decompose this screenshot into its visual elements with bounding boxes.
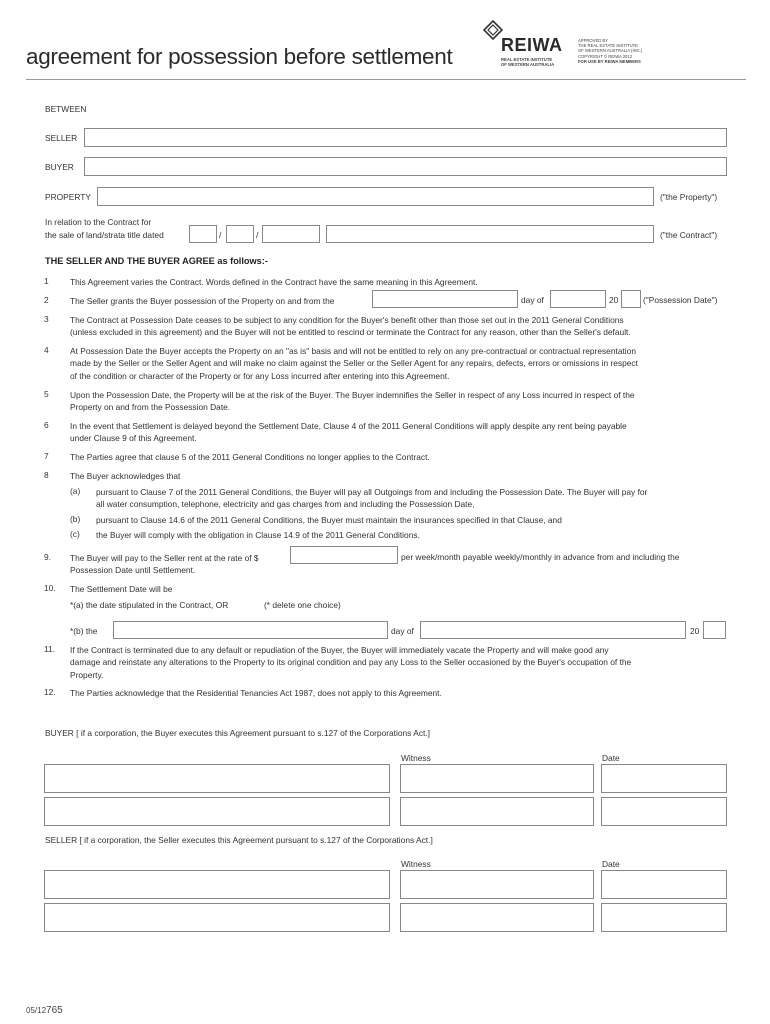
date-slash: / [219,230,222,240]
clause-10a-text: *(a) the date stipulated in the Contract, OR [70,600,229,610]
agreement-heading: THE SELLER AND THE BUYER AGREE as follows:- [45,256,268,266]
clause-number: 5 [44,389,49,399]
clause-12-text: The Parties acknowledge that the Residential Tenancies Act 1987, does not apply to this Agreement. [70,688,442,698]
clause-9-tail: per week/month payable weekly/monthly in advance from and including the [401,552,680,562]
year-prefix-label: 20 [690,626,700,636]
seller-execution-label: SELLER [ if a corporation, the Seller executes this Agreement pursuant to s.127 of the Corporations Act.] [45,835,433,845]
clause-number: 2 [44,295,49,305]
date-label: Date [602,859,620,869]
witness-label: Witness [401,753,431,763]
delete-note: (* delete one choice) [264,600,341,610]
clause-2-text: The Seller grants the Buyer possession of the Property on and from the [70,296,335,306]
settlement-day-field[interactable] [113,621,388,639]
contract-description-field[interactable] [326,225,654,243]
clause-8-text: The Buyer acknowledges that [70,471,181,481]
reiwa-logo-word: REIWA [501,35,563,55]
buyer-label: BUYER [45,162,74,172]
clause-8a-text: pursuant to Clause 7 of the 2011 General Conditions, the Buyer will pay all Outgoings from and including the Possession Date. The Buyer will pay for all water consumption, telephone, electricity and gas charges from and including the Possession Date, [96,487,648,510]
property-label: PROPERTY [45,192,91,202]
seller-date-field-2[interactable] [601,903,727,932]
clause-number: 12. [44,687,56,697]
clause-number: 7 [44,451,49,461]
seller-date-field[interactable] [601,870,727,899]
seller-label: SELLER [45,133,78,143]
seller-field[interactable] [84,128,727,147]
buyer-field[interactable] [84,157,727,176]
buyer-date-field[interactable] [601,764,727,793]
day-of-label: day of [521,295,544,305]
rent-amount-field[interactable] [290,546,398,564]
clause-9-text: The Buyer will pay to the Seller rent at the rate of $ [70,553,259,563]
reiwa-logo-mark [483,20,503,40]
header-divider [26,79,746,80]
subclause-label: (b) [70,514,81,524]
clause-7-text: The Parties agree that clause 5 of the 2011 General Conditions no longer applies to the Contract. [70,452,430,462]
clause-1-text: This Agreement varies the Contract. Words defined in the Contract have the same meaning in this Agreement. [70,277,478,287]
day-of-label: day of [391,626,414,636]
clause-number: 10. [44,583,56,593]
clause-9-line-2: Possession Date until Settlement. [70,565,196,575]
date-label: Date [602,753,620,763]
document-title: agreement for possession before settlement [26,44,453,69]
clause-8c-text: the Buyer will comply with the obligation in Clause 14.9 of the 2011 General Conditions. [96,530,420,540]
settlement-year-field[interactable] [703,621,726,639]
clause-6-text: In the event that Settlement is delayed beyond the Settlement Date, Clause 4 of the 2011 General Conditions will apply despite any rent being payable under Clause 9 of this Agreement. [70,421,627,444]
year-prefix-label: 20 [609,295,619,305]
buyer-signature-field-2[interactable] [44,797,390,826]
seller-signature-field-2[interactable] [44,903,390,932]
contract-label-1: In relation to the Contract for [45,217,152,227]
buyer-witness-field[interactable] [400,764,594,793]
between-label: BETWEEN [45,104,87,114]
clause-5-text: Upon the Possession Date, the Property will be at the risk of the Buyer. The Buyer indemnifies the Seller in respect of any Loss incurred in respect of the Property on and from the Possession Date. [70,390,635,413]
clause-11-text: If the Contract is terminated due to any default or repudiation of the Buyer, the Buyer will immediately vacate the Property and will make good any damage and reinstate any alterations to the Property to its original condition and pay any Loss to the Seller occasioned by the Buyer's occupation of the Property. [70,645,632,680]
clause-number: 11. [44,644,56,654]
the-property-note: ("the Property") [660,192,718,202]
seller-signature-field[interactable] [44,870,390,899]
clause-8b-text: pursuant to Clause 14.6 of the 2011 General Conditions, the Buyer must maintain the insurances specified in that Clause, and [96,515,562,525]
possession-month-field[interactable] [550,290,606,308]
witness-label: Witness [401,859,431,869]
buyer-signature-field[interactable] [44,764,390,793]
buyer-witness-field-2[interactable] [400,797,594,826]
buyer-execution-label: BUYER [ if a corporation, the Buyer executes this Agreement pursuant to s.127 of the Corporations Act.] [45,728,430,738]
contract-label-2: the sale of land/strata title dated [45,230,164,240]
the-contract-note: ("the Contract") [660,230,718,240]
seller-witness-field-2[interactable] [400,903,594,932]
subclause-label: (a) [70,486,81,496]
clause-number: 3 [44,314,49,324]
clause-3-text: The Contract at Possession Date ceases to be subject to any condition for the Buyer's benefit other than those set out in the 2011 General Conditions (unless excluded in this agreement) and the Buyer will not be entitled to rescind or terminate the Contract for any reason, other than the Seller's default. [70,315,631,338]
contract-day-field[interactable] [189,225,217,243]
form-code: 05/12765 [26,1005,63,1016]
clause-10-text: The Settlement Date will be [70,584,173,594]
possession-year-field[interactable] [621,290,641,308]
clause-number: 6 [44,420,49,430]
settlement-month-field[interactable] [420,621,686,639]
subclause-label: (c) [70,529,80,539]
clause-number: 8 [44,470,49,480]
seller-witness-field[interactable] [400,870,594,899]
property-field[interactable] [97,187,654,206]
clause-4-text: At Possession Date the Buyer accepts the Property on an "as is" basis and will not be entitled to rely on any pre-contractual or contractual representation made by the Seller or the Seller Agent and will make no claim against the Seller or the Seller Agent for any repairs, defects, errors or omissions in respect of the condition or character of the Property or for any Loss incurred after entering into this Agreement. [70,346,638,381]
approval-notice: APPROVED BY THE REAL ESTATE INSTITUTE OF WESTERN AUSTRALIA (INC.) COPYRIGHT © REIWA 2012 FOR USE BY REIWA MEMBERS [578,38,643,64]
possession-date-note: ("Possession Date") [643,295,718,305]
date-slash: / [256,230,259,240]
buyer-date-field-2[interactable] [601,797,727,826]
reiwa-logo-subtext: REAL ESTATE INSTITUTE OF WESTERN AUSTRALIA [501,57,555,67]
possession-day-field[interactable] [372,290,518,308]
clause-number: 9. [44,552,51,562]
clause-10b-text: *(b) the [70,626,98,636]
contract-month-field[interactable] [226,225,254,243]
contract-year-field[interactable] [262,225,320,243]
clause-number: 1 [44,276,49,286]
clause-number: 4 [44,345,49,355]
